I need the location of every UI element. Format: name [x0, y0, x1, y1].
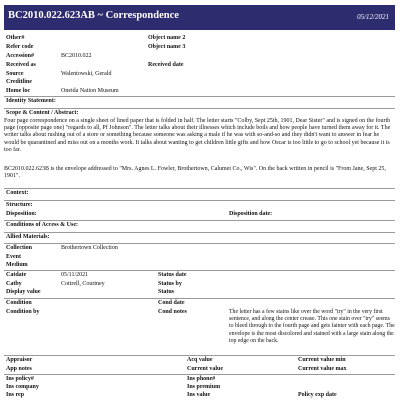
collection-label: Collection — [6, 245, 32, 251]
catdate-label: Catdate — [6, 272, 27, 278]
conditions-access-label: Conditions of Access & Use: — [6, 222, 78, 228]
ins-phone-label: Ins phone# — [187, 376, 216, 382]
ins-policy-label: Ins policy# — [6, 376, 34, 382]
divider — [4, 270, 395, 271]
status-date-label: Status date — [158, 272, 187, 278]
ins-value-label: Ins value — [187, 392, 211, 398]
app-notes-label: App notes — [6, 366, 32, 372]
received-as-label: Received as — [6, 62, 36, 68]
display-value-label: Display value — [6, 289, 41, 295]
creditline-label: Creditline — [6, 79, 32, 85]
ins-premium-label: Ins premium — [187, 384, 221, 390]
cond-notes-label: Cond notes — [158, 309, 187, 315]
cond-date-label: Cond date — [158, 300, 185, 306]
identity-statement-label: Identity Statement: — [6, 98, 56, 104]
current-value-max-label: Current value max — [298, 366, 347, 372]
ins-company-label: Ins company — [6, 384, 39, 390]
catdate-value: 05/11/2021 — [61, 272, 89, 278]
cond-notes-value: The letter has a few stains like over the word "try" in the very first sentence, and along the center crease. This one stain over "try" seems to bleed through to the fourth page and gets fainter with each page. The envelope is the most discolored and stained with a large stain along the top edge on the back. — [229, 309, 395, 344]
divider — [4, 220, 395, 221]
current-value-label: Current value — [187, 366, 224, 372]
record-date: 05/12/2021 — [357, 13, 389, 21]
other-label: Other# — [6, 35, 25, 41]
home-loc-label: Home loc — [6, 88, 31, 94]
ins-rep-label: Ins rep — [6, 392, 25, 398]
home-loc-value: Oneida Nation Museum — [61, 88, 119, 94]
divider — [4, 108, 395, 109]
divider — [4, 374, 395, 375]
scope-paragraph-1: Four page correspondence on a single sheet of lined paper that is folded in half. The letter starts "Colby, Sept 25th, 1901, Dear Sister" and is signed on the fourth page (opposite page one) "regards to all, Pf Johnson". The letter talks about their illnesses which include boils and how people have turned them away for it. The writer talks about rushing out of a store or something because someone was asking a male if he was with so-and-so and they didn't want to answer in fear he would be quarantined and miss out on a months work. It talks about wanting to get children little gifts and how Oscar is too little to go to school yet because it is too far. — [4, 118, 391, 153]
scope-content-label: Scope & Content / Abstract: — [6, 110, 79, 116]
appraisor-label: Appraisor — [6, 357, 33, 363]
context-label: Context: — [6, 190, 29, 196]
medium-label: Medium — [6, 262, 28, 268]
allied-materials-label: Allied Materials: — [6, 234, 50, 240]
divider — [4, 243, 395, 244]
divider — [4, 298, 395, 299]
title-bar — [4, 5, 395, 30]
catby-label: Catby — [6, 281, 22, 287]
policy-exp-date-label: Policy exp date — [298, 392, 337, 398]
status-by-label: Status by — [158, 281, 182, 287]
structure-label: Structure: — [6, 202, 33, 208]
source-value: Walentowski, Gerald — [61, 71, 112, 77]
divider — [4, 232, 395, 233]
accession-label: Accession# — [6, 53, 34, 59]
condition-label: Condition — [6, 300, 32, 306]
refer-code-label: Refer code — [6, 44, 34, 50]
collection-value: Brothertown Collection — [61, 245, 118, 251]
received-date-label: Received date — [148, 62, 184, 68]
event-label: Event — [6, 254, 21, 260]
divider — [4, 355, 395, 356]
source-label: Source — [6, 71, 24, 77]
status-label: Status — [158, 289, 175, 295]
catby-value: Cottrell, Courtney — [61, 281, 105, 287]
object-name-3-label: Object name 3 — [148, 44, 186, 50]
acq-value-label: Acq value — [187, 357, 213, 363]
disposition-date-label: Disposition date: — [229, 211, 273, 217]
divider — [4, 200, 395, 201]
record-title: BC2010.022.623AB ~ Correspondence — [8, 10, 179, 21]
current-value-min-label: Current value min — [298, 357, 346, 363]
condition-by-label: Condition by — [6, 309, 40, 315]
accession-value: BC2010.022 — [61, 53, 92, 59]
scope-paragraph-2: BC2010.022.623B is the envelope addressed to "Mrs. Agnes L. Fowler, Brothertown, Calumet Co., Wis". On the back written in pencil is "From Jane, Sept 25, 1901". — [4, 166, 386, 180]
disposition-label: Disposition: — [6, 211, 37, 217]
object-name-2-label: Object name 2 — [148, 35, 186, 41]
divider — [4, 96, 395, 97]
divider — [4, 188, 395, 189]
